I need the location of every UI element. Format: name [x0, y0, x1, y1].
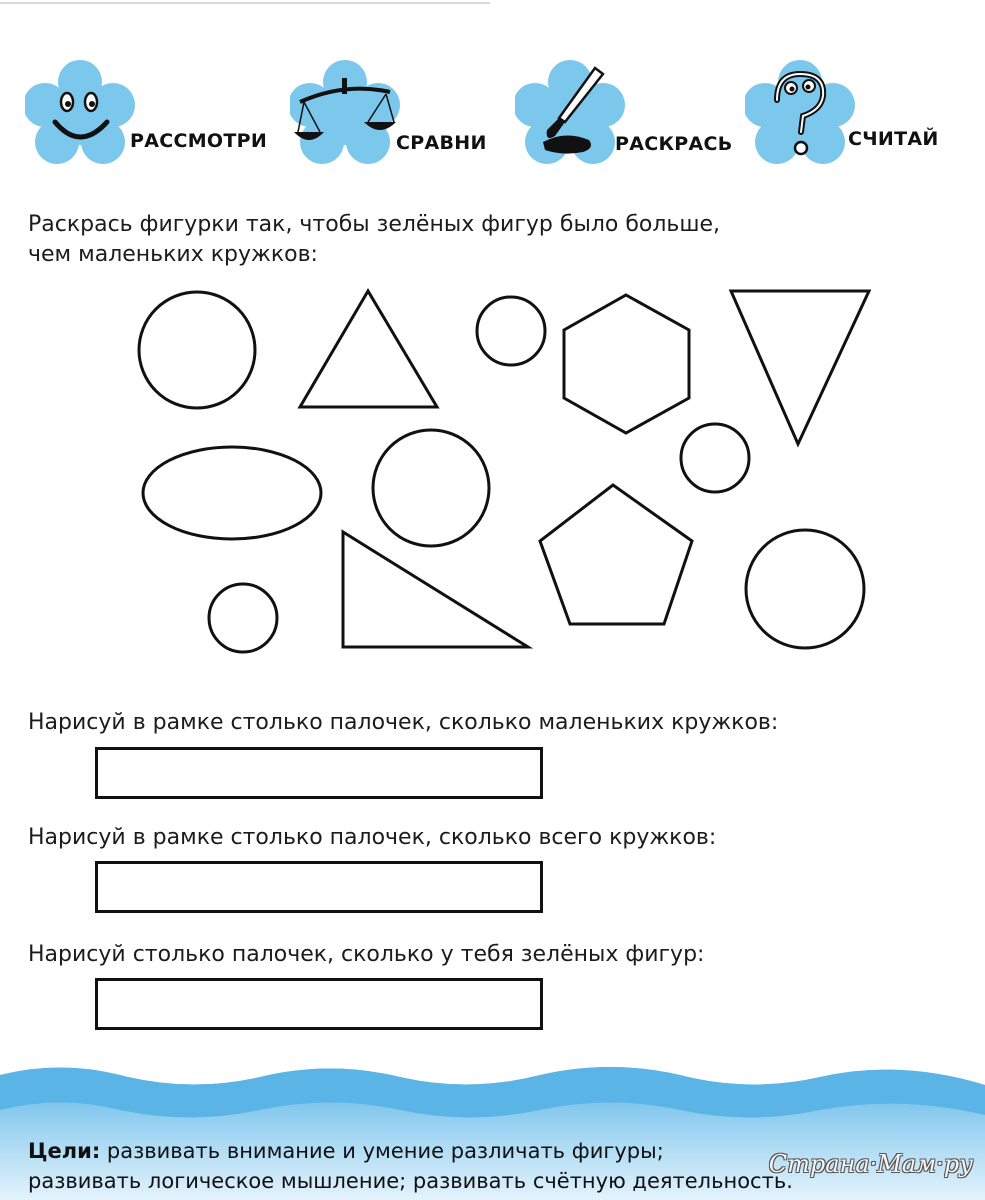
- shape-ellipse[interactable]: [143, 447, 321, 539]
- shape-large-circle[interactable]: [746, 530, 864, 648]
- goals-line1-text: развивать внимание и умение различать фигуры;: [100, 1139, 664, 1163]
- shape-triangle[interactable]: [300, 291, 437, 407]
- shape-pentagon[interactable]: [540, 485, 692, 624]
- goals-label: Цели:: [28, 1139, 101, 1163]
- shape-right-triangle[interactable]: [343, 532, 528, 647]
- task4-instruction: Нарисуй столько палочек, сколько у тебя зелёных фигур:: [28, 942, 705, 967]
- header-label-compare: СРАВНИ: [396, 132, 487, 154]
- task1-line2: чем маленьких кружков:: [28, 242, 318, 267]
- shape-small-circle[interactable]: [477, 297, 545, 365]
- header-label-color: РАСКРАСЬ: [615, 133, 733, 155]
- goals-line2: развивать логическое мышление; развивать счётную деятельность.: [28, 1169, 793, 1193]
- shape-small-circle[interactable]: [681, 424, 749, 492]
- small-circles-answer-box[interactable]: [95, 747, 543, 799]
- shape-large-circle[interactable]: [139, 292, 255, 408]
- task1-line1: Раскрась фигурки так, чтобы зелёных фигур было больше,: [28, 212, 721, 237]
- header-label-look: РАССМОТРИ: [130, 130, 268, 152]
- goals-line1: [28, 1136, 793, 1166]
- shape-hexagon[interactable]: [564, 295, 689, 433]
- header-label-count: СЧИТАЙ: [848, 128, 939, 150]
- shape-small-circle[interactable]: [209, 584, 277, 652]
- green-shapes-answer-box[interactable]: [95, 978, 543, 1030]
- shape-large-circle[interactable]: [373, 430, 489, 546]
- shape-inverted-triangle[interactable]: [731, 291, 869, 444]
- all-circles-answer-box[interactable]: [95, 861, 543, 913]
- task3-instruction: Нарисуй в рамке столько палочек, сколько всего кружков:: [28, 825, 717, 850]
- watermark: Страна·Мам·ру: [768, 1150, 973, 1178]
- task2-instruction: Нарисуй в рамке столько палочек, сколько маленьких кружков:: [28, 710, 779, 735]
- goals-text: [28, 1136, 793, 1196]
